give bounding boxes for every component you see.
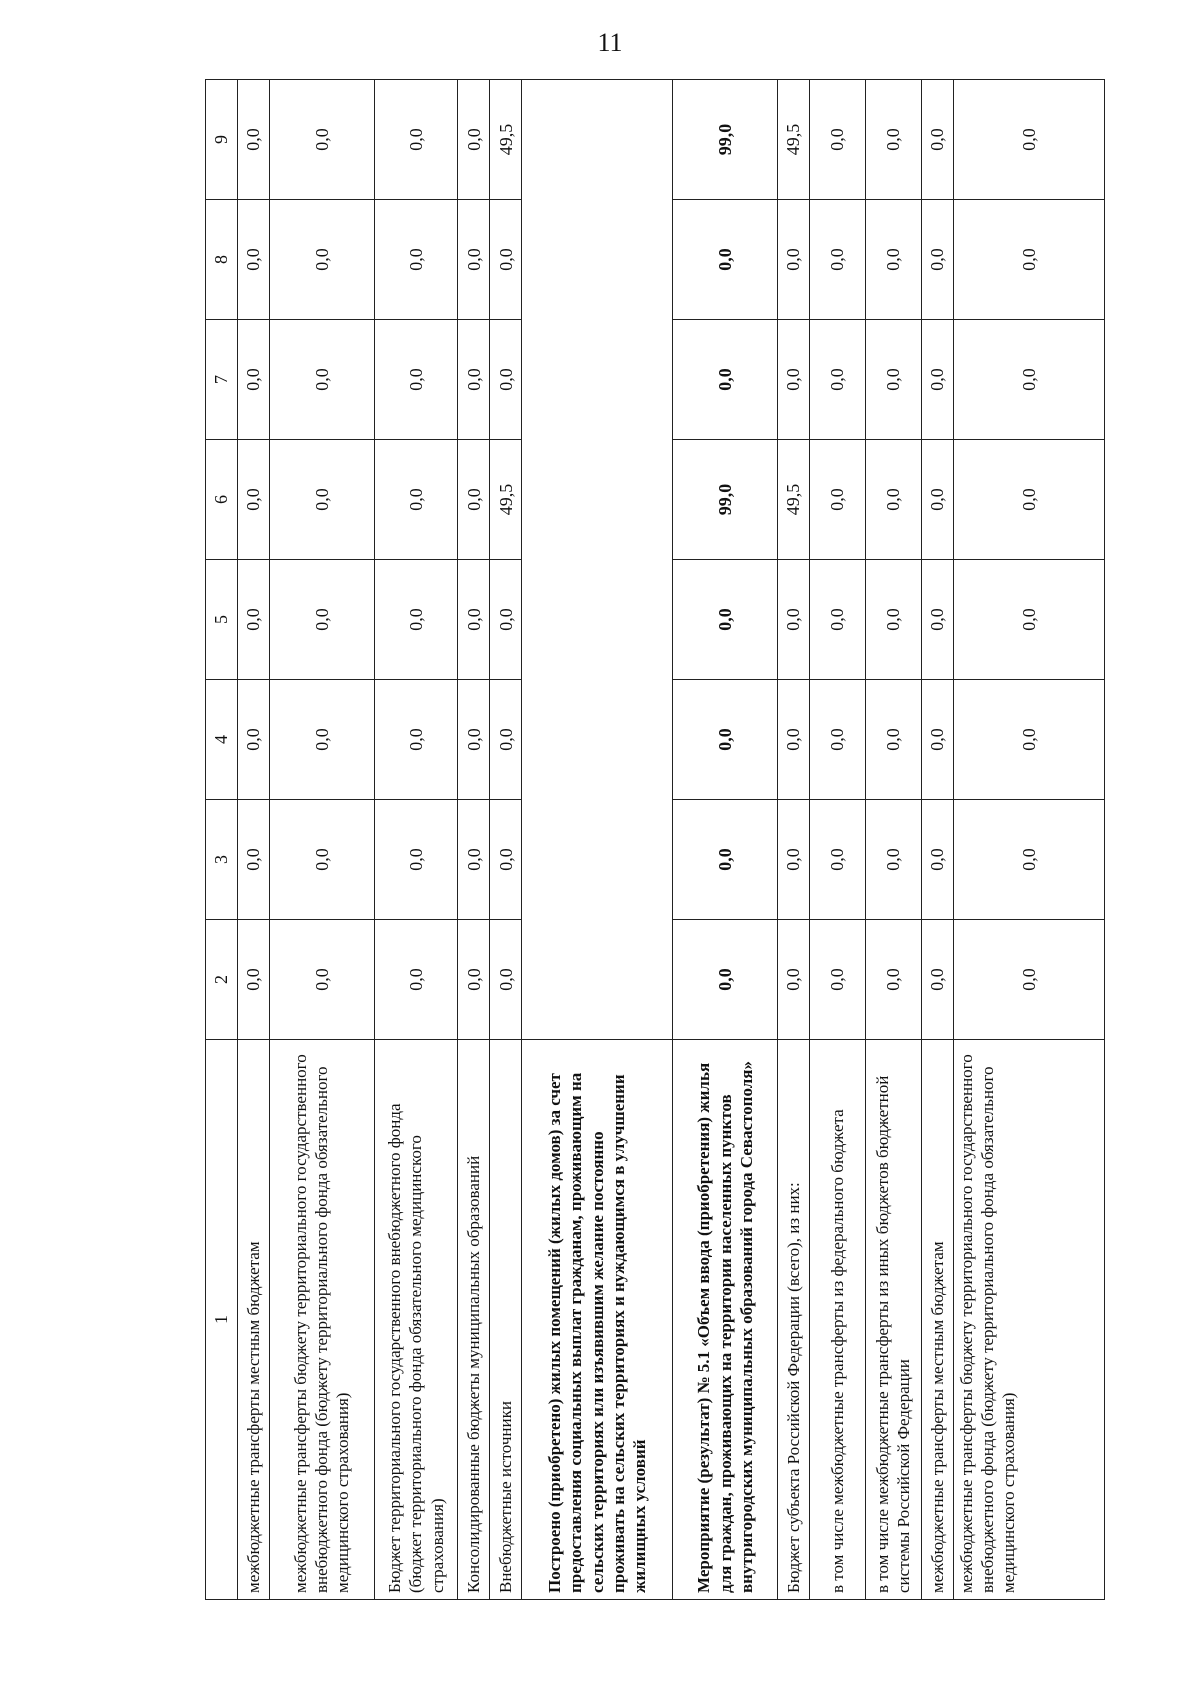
column-header: 5 (206, 560, 238, 680)
cell-value: 49,5 (778, 440, 810, 560)
cell-value: 0,0 (673, 320, 778, 440)
cell-value: 0,0 (865, 920, 921, 1040)
row-label: Мероприятие (результат) № 5.1 «Объем ввода (приобретения) жилья для граждан, проживающих на территории населенных пунктов внутригородских муниципальных образований города Севастополя» (673, 1040, 778, 1600)
cell-value: 0,0 (865, 680, 921, 800)
table-row (269, 80, 374, 1600)
cell-value: 0,0 (237, 800, 269, 920)
cell-value: 0,0 (778, 680, 810, 800)
column-header: 6 (206, 440, 238, 560)
cell-value: 0,0 (865, 800, 921, 920)
cell-value: 0,0 (458, 920, 490, 1040)
cell-value: 0,0 (810, 440, 866, 560)
cell-value: 0,0 (865, 200, 921, 320)
cell-value: 0,0 (921, 80, 953, 200)
cell-value: 0,0 (374, 200, 458, 320)
rotated-table-wrapper (205, 80, 1105, 1600)
column-header: 2 (206, 920, 238, 1040)
cell-value: 49,5 (490, 440, 522, 560)
cell-value: 0,0 (374, 320, 458, 440)
cell-value: 0,0 (865, 320, 921, 440)
column-header: 9 (206, 80, 238, 200)
cell-value: 0,0 (269, 800, 374, 920)
cell-value: 0,0 (921, 680, 953, 800)
row-label: Внебюджетные источники (490, 1040, 522, 1600)
cell-value: 0,0 (237, 80, 269, 200)
row-label: Построено (приобретено) жилых помещений (жилых домов) за счет предоставления социальных выплат гражданам, проживающим на сельских территориях или изъявившим желание постоянно проживать на сельских территориях и нуждающимся в улучшении жилищных условий (522, 1040, 673, 1600)
row-label: Бюджет территориального государственного внебюджетного фонда (бюджет территориального фонда обязательного медицинского страхования) (374, 1040, 458, 1600)
table-row (778, 80, 810, 1600)
cell-value: 0,0 (865, 80, 921, 200)
cell-value: 0,0 (810, 560, 866, 680)
cell-value: 0,0 (778, 560, 810, 680)
table-row (374, 80, 458, 1600)
cell-value: 0,0 (921, 200, 953, 320)
cell-value: 0,0 (458, 320, 490, 440)
cell-value: 0,0 (458, 80, 490, 200)
cell-value: 0,0 (458, 800, 490, 920)
table-row (953, 80, 1104, 1600)
cell-value: 0,0 (458, 680, 490, 800)
table-row (458, 80, 490, 1600)
cell-value: 0,0 (269, 920, 374, 1040)
cell-value: 0,0 (490, 560, 522, 680)
table-row (522, 80, 673, 1600)
cell-value: 0,0 (953, 80, 1104, 200)
table-header-row (206, 80, 238, 1600)
cell-value: 0,0 (237, 200, 269, 320)
cell-value: 0,0 (778, 200, 810, 320)
cell-value: 0,0 (458, 440, 490, 560)
cell-value: 0,0 (810, 800, 866, 920)
cell-value: 0,0 (374, 920, 458, 1040)
cell-value: 0,0 (810, 80, 866, 200)
cell-value: 0,0 (490, 920, 522, 1040)
table-row (237, 80, 269, 1600)
row-label: Бюджет субъекта Российской Федерации (всего), из них: (778, 1040, 810, 1600)
cell-value: 0,0 (490, 680, 522, 800)
cell-value: 0,0 (953, 800, 1104, 920)
table-row (810, 80, 866, 1600)
cell-value: 0,0 (778, 320, 810, 440)
cell-value: 0,0 (673, 800, 778, 920)
row-label: в том числе межбюджетные трансферты из федерального бюджета (810, 1040, 866, 1600)
cell-value: 0,0 (374, 680, 458, 800)
column-header: 3 (206, 800, 238, 920)
cell-value: 0,0 (269, 680, 374, 800)
cell-value: 0,0 (374, 80, 458, 200)
cell-value: 0,0 (490, 200, 522, 320)
cell-value: 0,0 (921, 920, 953, 1040)
cell-value: 0,0 (953, 680, 1104, 800)
cell-value: 0,0 (269, 560, 374, 680)
cell-value: 0,0 (374, 560, 458, 680)
cell-value: 49,5 (490, 80, 522, 200)
row-label: межбюджетные трансферты местным бюджетам (237, 1040, 269, 1600)
cell-value: 0,0 (810, 320, 866, 440)
column-header: 8 (206, 200, 238, 320)
cell-value: 0,0 (953, 920, 1104, 1040)
column-header: 4 (206, 680, 238, 800)
cell-value: 0,0 (490, 320, 522, 440)
cell-value: 49,5 (778, 80, 810, 200)
cell-value: 99,0 (673, 80, 778, 200)
table-row (673, 80, 778, 1600)
cell-value: 0,0 (921, 560, 953, 680)
cell-value: 0,0 (269, 80, 374, 200)
cell-value: 0,0 (953, 440, 1104, 560)
cell-value: 0,0 (953, 320, 1104, 440)
cell-value: 0,0 (810, 680, 866, 800)
cell-value: 0,0 (673, 200, 778, 320)
table-row (490, 80, 522, 1600)
cell-value: 0,0 (673, 680, 778, 800)
cell-value: 0,0 (237, 680, 269, 800)
column-header: 1 (206, 1040, 238, 1600)
cell-value: 0,0 (269, 320, 374, 440)
cell-value: 0,0 (673, 920, 778, 1040)
row-label: межбюджетные трансферты местным бюджетам (921, 1040, 953, 1600)
cell-value: 0,0 (921, 320, 953, 440)
cell-value: 0,0 (673, 560, 778, 680)
table-row (865, 80, 921, 1600)
page-number: 11 (597, 28, 623, 57)
cell-value: 0,0 (865, 440, 921, 560)
cell-value: 0,0 (953, 200, 1104, 320)
row-label: межбюджетные трансферты бюджету территориального государственного внебюджетного фонда (бюджету территориального фонда обязательного медицинского страхования) (269, 1040, 374, 1600)
table-row (921, 80, 953, 1600)
row-label: Консолидированные бюджеты муниципальных образований (458, 1040, 490, 1600)
cell-value: 0,0 (237, 920, 269, 1040)
cell-value: 0,0 (865, 560, 921, 680)
cell-value: 99,0 (673, 440, 778, 560)
cell-value: 0,0 (458, 200, 490, 320)
budget-table (205, 79, 1105, 1600)
cell-value: 0,0 (269, 440, 374, 560)
cell-value: 0,0 (778, 800, 810, 920)
cell-value: 0,0 (374, 800, 458, 920)
cell-value: 0,0 (953, 560, 1104, 680)
row-label: в том числе межбюджетные трансферты из иных бюджетов бюджетной системы Российской Федерации (865, 1040, 921, 1600)
cell-value: 0,0 (490, 800, 522, 920)
cell-value: 0,0 (778, 920, 810, 1040)
cell-value: 0,0 (921, 800, 953, 920)
cell-value: 0,0 (237, 560, 269, 680)
cell-value: 0,0 (458, 560, 490, 680)
cell-value: 0,0 (921, 440, 953, 560)
column-header: 7 (206, 320, 238, 440)
cell-value: 0,0 (237, 440, 269, 560)
empty-merged-cell (522, 80, 673, 1040)
cell-value: 0,0 (237, 320, 269, 440)
cell-value: 0,0 (810, 200, 866, 320)
cell-value: 0,0 (374, 440, 458, 560)
row-label: межбюджетные трансферты бюджету территориального государственного внебюджетного фонда (бюджету территориального фонда обязательного медицинского страхования) (953, 1040, 1104, 1600)
cell-value: 0,0 (269, 200, 374, 320)
cell-value: 0,0 (810, 920, 866, 1040)
